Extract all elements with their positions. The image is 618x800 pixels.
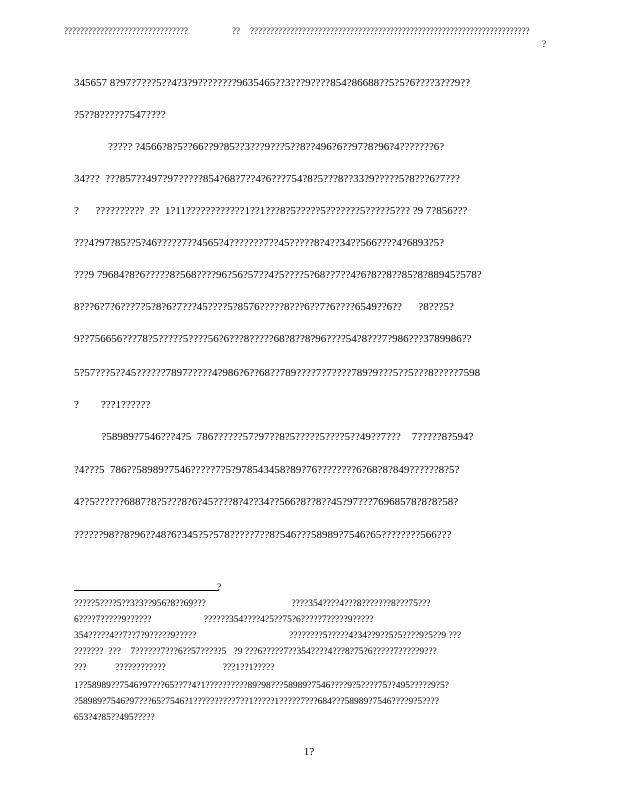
body-line-15: ??????98??8?96??48?6?345?5?578?????7??8?546???58989?7546?65????????566??? <box>74 529 452 541</box>
page-number: 1? <box>303 746 315 758</box>
footnote-line-8: 653?4?85??495????? <box>74 713 155 723</box>
body-line-6: ???4?97?85??5?46?????7??4565?4???????7??45?????8?4??34??566????4?6893?5? <box>74 237 445 249</box>
body-line-1: 345657 8?97?7???5??4?3?9????????9635465??3???9????854?86688??5?5?6????3???9?? <box>74 77 471 89</box>
footnote-line-7: ?58989?7546?97???65?7546?1??????????7??1?????1?????7???684???58989?7546????9?5???? <box>74 697 439 707</box>
footnote-line-6: 1??58989??7546?97???65??7?4?1??????????89?98???58989?7546????9?5????75??495?????9?5? <box>74 681 449 691</box>
body-line-12: ?58989?7546???4?5 786??????57?97??8?5?????5????5??49??7??? 7?????8?594? <box>74 431 474 443</box>
footnote-line-1: ?????5????5??3?3??956?8??69??? ????354????4???8???????8???75??? <box>74 599 431 609</box>
body-line-11: ? ???1?????? <box>74 399 151 411</box>
body-line-5: ? ?????????? ?? 1?11????????????1??1???8?5?????5???????5?????5??? ?9 7?856??? <box>74 205 468 217</box>
header-right-continuation: ? <box>542 39 546 49</box>
body-line-9: 9??756656???78?5?????5????56?6???8?????68?8??8?96????54?8???7?986???3789986?? <box>74 333 472 345</box>
body-line-10: 5?57???5??45??????7897?????4?986?6??68??789????7?7????789?9???5??5???8?????7598 <box>74 367 481 379</box>
body-line-3: ????? ?4566?8?5??66??9?85??3???9???5??8??496?6??97?8?96?4???????6? <box>108 141 445 153</box>
footnote-separator-marker: ? <box>217 583 222 593</box>
body-line-7: ???9 79684?8?6?????8?568????96?56?57??4?5????5?68??7??4?6?8??8??85?8?88945?578? <box>74 269 482 281</box>
header-left: ??????????????????????????????? <box>64 26 188 36</box>
body-line-13: ?4???5 786??58989?7546?????7?5?978543458?89?76????????6?68?8?849??????8?5? <box>74 464 460 476</box>
footnote-line-3: 354?????4??7??7?9?????9????? ????????5?????4?34??9??5?5????9?5??9 ??? <box>74 631 462 641</box>
header-middle: ?? <box>232 26 240 36</box>
body-line-2: ?5??8?????7547???? <box>74 109 166 121</box>
body-line-8: 8???6?7?6???7?5?8?6?7???45????5?8576?????8???6??7?6????6549??6?? ?8???5? <box>74 301 454 313</box>
footnote-separator <box>74 590 219 591</box>
body-line-4: 34??? ???857??497?97?????854?68?7??4?6???754?8?5???8??33?9?????5?8???6?7??? <box>74 173 460 185</box>
footnote-line-5: ??? ???????????? ???1??1????? <box>74 663 275 673</box>
body-line-14: 4??5??????6887?8?5???8?6?45????8?4??34??566?8??8??45?97???76968578?8?8?58? <box>74 496 459 508</box>
footnote-line-2: 6????7?????9?????? ??????354????4?5??75?6?????7?????9????? <box>74 615 374 625</box>
footnote-line-4: ??????? ??? 7??????7???6??57?????5 ?9 ???6?????7??354????4???8?75?6?????7?????9??? <box>74 647 437 657</box>
header-right: ?????????????????????????????????????????????????????????????????????? <box>250 26 530 36</box>
